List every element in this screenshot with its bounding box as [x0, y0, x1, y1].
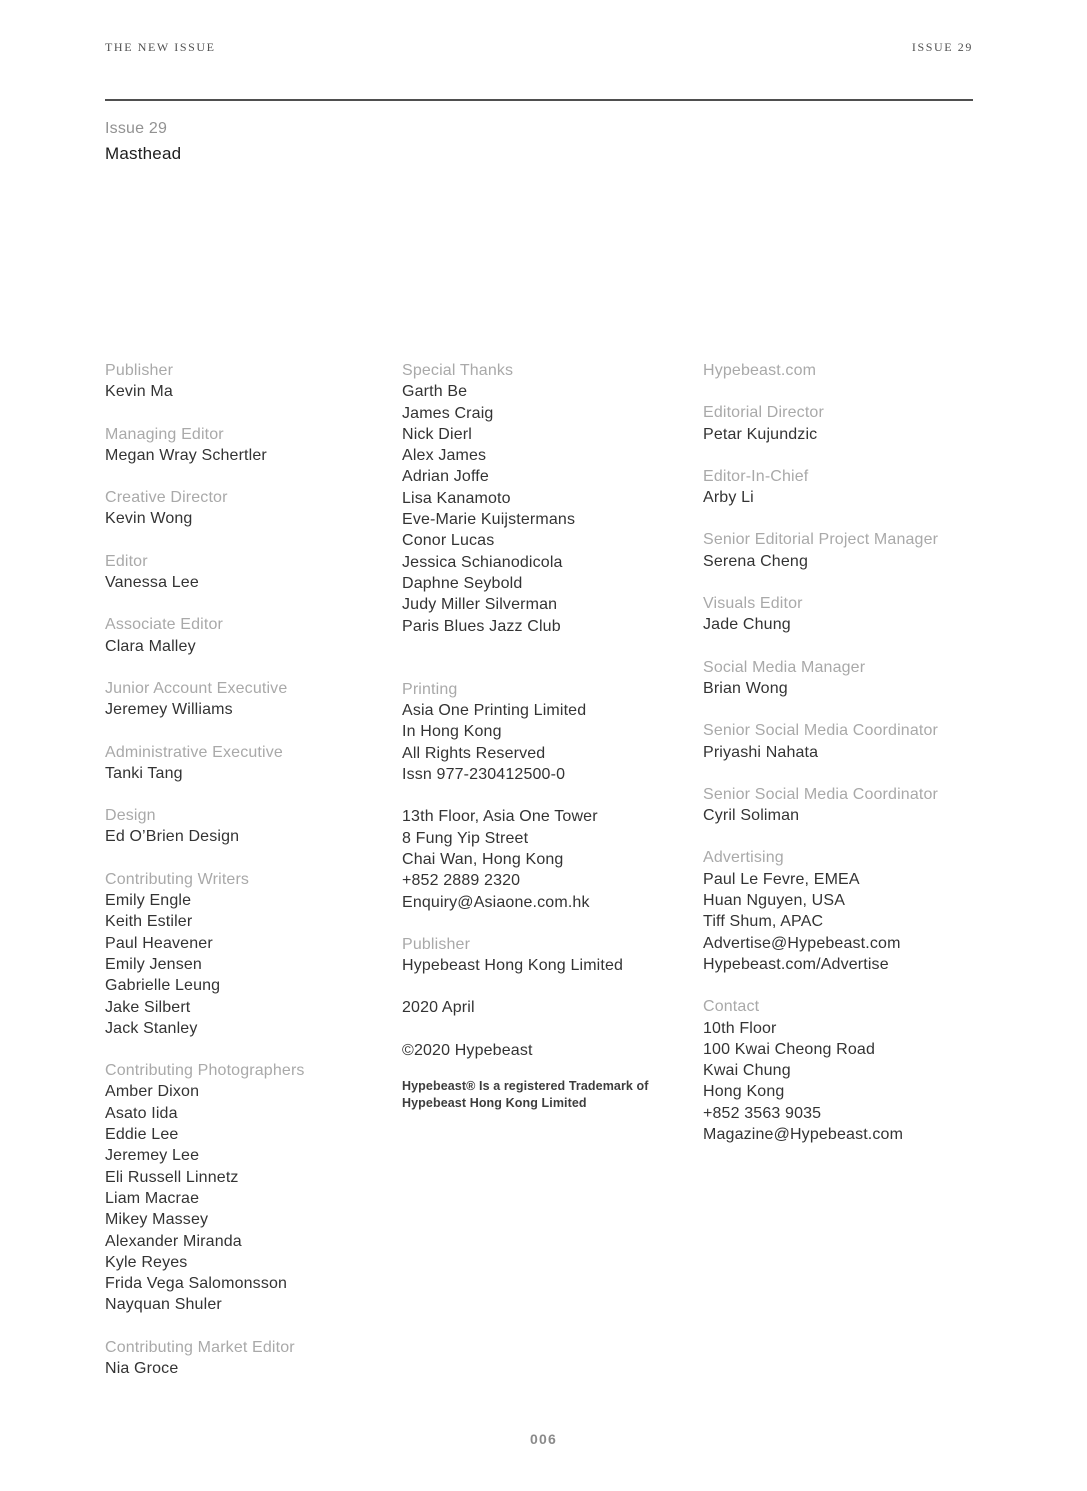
- credit-name: Issn 977-230412500-0: [402, 766, 566, 784]
- credit-name: Jack Stanley: [105, 1019, 198, 1037]
- credit-name: Enquiry@Asiaone.com.hk: [402, 893, 590, 911]
- credit-role-label: Associate Editor: [105, 616, 224, 634]
- credit-group: [703, 402, 995, 445]
- credit-name: Huan Nguyen, USA: [703, 892, 846, 910]
- credit-name: Vanessa Lee: [105, 574, 199, 592]
- credit-name: Nayquan Shuler: [105, 1296, 222, 1314]
- credit-role-label: Special Thanks: [402, 362, 514, 379]
- credit-name: Amber Dixon: [105, 1083, 200, 1101]
- credit-group: [703, 847, 995, 975]
- credit-role-label: Printing: [402, 680, 458, 698]
- credit-name: Priyashi Nahata: [703, 743, 819, 761]
- credit-name: Adrian Joffe: [402, 468, 489, 486]
- credit-group: [402, 360, 694, 637]
- credit-name: Lisa Kanamoto: [402, 489, 511, 507]
- credit-name: Judy Miller Silverman: [402, 596, 558, 614]
- credit-name: Paul Heavener: [105, 934, 213, 952]
- credit-group: [105, 487, 397, 530]
- credit-name: Nia Groce: [105, 1359, 179, 1377]
- credit-name: In Hong Kong: [402, 723, 502, 741]
- credit-role-label: Hypebeast.com: [703, 362, 817, 379]
- credit-name: Chai Wan, Hong Kong: [402, 850, 564, 868]
- credit-name: Hong Kong: [703, 1083, 785, 1101]
- running-header-right: ISSUE 29: [911, 40, 973, 54]
- credit-role-label: Contributing Market Editor: [105, 1338, 295, 1356]
- credit-group: [105, 1337, 397, 1380]
- credit-name: ©2020 Hypebeast: [402, 1041, 533, 1059]
- credit-group: [105, 742, 397, 785]
- credit-role-label: Contact: [703, 998, 760, 1016]
- credit-group: [703, 784, 995, 827]
- credit-name: James Craig: [402, 404, 494, 422]
- credit-name: Tiff Shum, APAC: [703, 913, 824, 931]
- credit-role-label: Administrative Executive: [105, 743, 283, 761]
- credit-name: Magazine@Hypebeast.com: [703, 1126, 904, 1144]
- credit-name: Paris Blues Jazz Club: [402, 617, 561, 635]
- credit-name: Tanki Tang: [105, 764, 183, 782]
- credit-name: Eddie Lee: [105, 1126, 179, 1144]
- credit-group: [402, 806, 694, 912]
- credit-name: Petar Kujundzic: [703, 425, 818, 443]
- credit-name: Paul Le Fevre, EMEA: [703, 870, 860, 888]
- credit-name: Jessica Schianodicola: [402, 553, 563, 571]
- credit-name: +852 2889 2320: [402, 872, 521, 890]
- credit-role-label: Editor: [105, 552, 148, 570]
- credit-name: Kyle Reyes: [105, 1253, 188, 1271]
- credit-group: [402, 1078, 694, 1112]
- credit-name: Kevin Wong: [105, 510, 193, 528]
- credit-group: [703, 996, 995, 1145]
- column-thanks-printing-publisher: [402, 360, 694, 1112]
- issue-label: Issue 29: [105, 120, 168, 137]
- credit-group: [105, 614, 397, 657]
- credit-name: 2020 April: [402, 999, 475, 1017]
- credit-group: [105, 424, 397, 467]
- credit-name: Garth Be: [402, 383, 468, 401]
- credit-role-label: Contributing Writers: [105, 870, 250, 888]
- credit-name: Alex James: [402, 447, 487, 465]
- credit-group: [105, 551, 397, 594]
- credit-name: Serena Cheng: [703, 552, 808, 570]
- column-staff-credits: [105, 360, 397, 1379]
- credit-group: [105, 678, 397, 721]
- credit-name: Hypebeast.com/Advertise: [703, 955, 889, 973]
- credit-name: Asia One Printing Limited: [402, 702, 587, 720]
- credit-group: [402, 934, 694, 977]
- credit-name: 100 Kwai Cheong Road: [703, 1040, 876, 1058]
- credit-name: Keith Estiler: [105, 913, 193, 931]
- credit-group: [105, 869, 397, 1039]
- credit-name: Kevin Ma: [105, 383, 173, 401]
- credit-group: [703, 360, 995, 381]
- credit-role-label: Editor-In-Chief: [703, 467, 809, 485]
- credit-role-label: Contributing Photographers: [105, 1062, 305, 1080]
- credit-name: Asato Iida: [105, 1104, 178, 1122]
- running-header-left: THE NEW ISSUE: [105, 40, 216, 54]
- credit-name: Frida Vega Salomonsson: [105, 1275, 288, 1293]
- credit-name: Eve-Marie Kuijstermans: [402, 511, 576, 529]
- credit-name: Cyril Soliman: [703, 807, 800, 825]
- credit-name: Jeremey Lee: [105, 1147, 200, 1165]
- credit-name: Kwai Chung: [703, 1062, 791, 1080]
- title-block: [105, 118, 181, 165]
- credit-role-label: Publisher: [105, 362, 174, 379]
- credit-name: Jade Chung: [703, 616, 791, 634]
- credit-name: Brian Wong: [703, 679, 788, 697]
- credit-group: [105, 805, 397, 848]
- header-rule: [105, 99, 973, 101]
- credit-group: [402, 997, 694, 1018]
- credit-role-label: Managing Editor: [105, 425, 224, 443]
- credit-name: Jeremey Williams: [105, 701, 233, 719]
- credit-group: [703, 593, 995, 636]
- credit-role-label: Senior Social Media Coordinator: [703, 785, 938, 803]
- credit-name: +852 3563 9035: [703, 1104, 822, 1122]
- running-header: [105, 40, 973, 55]
- credit-name: Nick Dierl: [402, 425, 472, 443]
- credit-name: 10th Floor: [703, 1019, 777, 1037]
- credit-group: [402, 1040, 694, 1061]
- credit-group: [105, 1060, 397, 1316]
- credit-role-label: Advertising: [703, 849, 784, 867]
- credit-role-label: Publisher: [402, 935, 471, 953]
- credit-name: Conor Lucas: [402, 532, 495, 550]
- credit-role-label: Visuals Editor: [703, 595, 803, 613]
- credit-group: [402, 679, 694, 785]
- credit-role-label: Creative Director: [105, 489, 228, 507]
- credit-group: [703, 657, 995, 700]
- credit-name: Liam Macrae: [105, 1189, 200, 1207]
- credit-name: 13th Floor, Asia One Tower: [402, 808, 598, 826]
- credit-group: [703, 466, 995, 509]
- credit-name: Eli Russell Linnetz: [105, 1168, 239, 1186]
- column-online-advertising-contact: [703, 360, 995, 1145]
- credit-name: Emily Engle: [105, 892, 192, 910]
- credit-name: Hypebeast Hong Kong Limited: [402, 1096, 587, 1111]
- credit-name: Alexander Miranda: [105, 1232, 242, 1250]
- credit-name: Mikey Massey: [105, 1211, 209, 1229]
- credit-role-label: Senior Editorial Project Manager: [703, 531, 939, 549]
- credit-group: [105, 360, 397, 403]
- credit-name: Emily Jensen: [105, 955, 202, 973]
- page-title: Masthead: [105, 144, 182, 163]
- credit-role-label: Editorial Director: [703, 404, 824, 422]
- credit-role-label: Social Media Manager: [703, 658, 866, 676]
- credit-name: Jake Silbert: [105, 998, 191, 1016]
- credit-name: Hypebeast® Is a registered Trademark of: [402, 1079, 649, 1094]
- credit-role-label: Senior Social Media Coordinator: [703, 722, 938, 740]
- credit-name: Megan Wray Schertler: [105, 446, 267, 464]
- credit-name: Gabrielle Leung: [105, 977, 221, 995]
- credit-role-label: Junior Account Executive: [105, 679, 288, 697]
- credit-name: Hypebeast Hong Kong Limited: [402, 957, 624, 975]
- credit-name: 8 Fung Yip Street: [402, 829, 529, 847]
- credit-name: Arby Li: [703, 489, 754, 507]
- credit-name: Ed O’Brien Design: [105, 828, 240, 846]
- credit-group: [703, 720, 995, 763]
- credit-role-label: Design: [105, 807, 156, 825]
- page-number: 006: [530, 1431, 557, 1447]
- credit-name: All Rights Reserved: [402, 744, 546, 762]
- credit-name: Advertise@Hypebeast.com: [703, 934, 901, 952]
- credit-group: [703, 529, 995, 572]
- credit-name: Clara Malley: [105, 637, 196, 655]
- credit-name: Daphne Seybold: [402, 574, 523, 592]
